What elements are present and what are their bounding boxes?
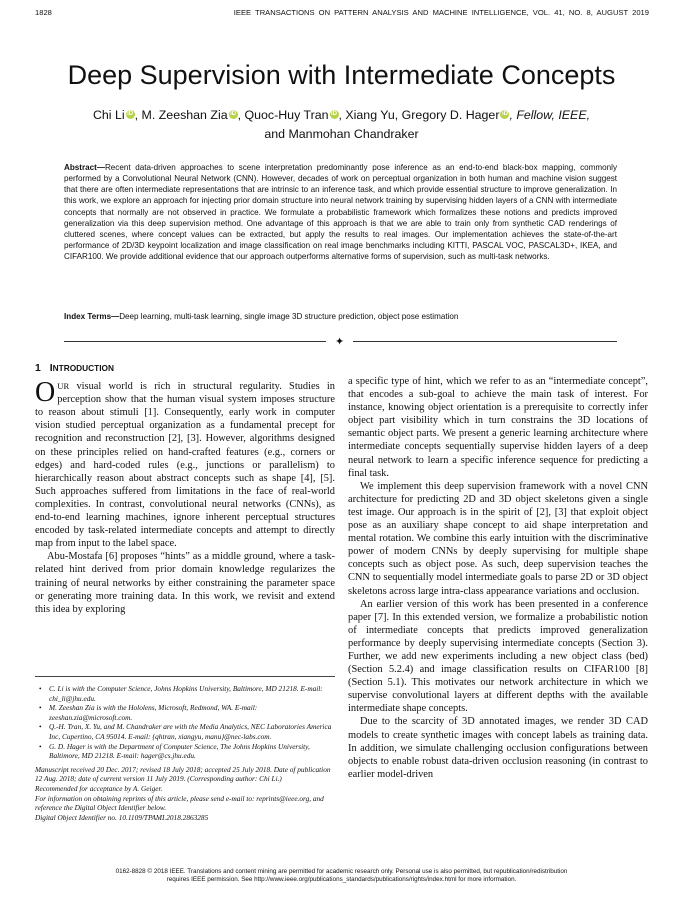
orcid-icon[interactable]: iD <box>230 111 237 117</box>
author-name: , Quoc-Huy Tran <box>237 108 329 122</box>
index-terms <box>64 311 617 322</box>
divider-line <box>353 341 617 342</box>
author-list <box>60 106 623 144</box>
doi: Digital Object Identifier no. 10.1109/TPAMI.2018.2863285 <box>35 812 209 822</box>
index-terms-text: Deep learning, multi-task learning, single image 3D structure prediction, object pose estimation <box>119 312 459 321</box>
affiliation-item: • M. Zeeshan Zia is with the Hololens, Microsoft, Redmond, WA. E-mail: zeeshan.zia@microsoft.com. <box>35 703 335 722</box>
author-name: , M. Zeeshan Zia <box>134 108 228 122</box>
copyright-notice <box>50 868 633 884</box>
reprints-info[interactable]: For information on obtaining reprints of this article, please send e-mail to: reprints@ieee.org, and reference the Digital Object Identifier below. <box>35 793 324 813</box>
section-title-rest: NTRODUCTION <box>52 363 114 373</box>
section-title-initial: I <box>49 363 53 374</box>
diamond-icon: ✦ <box>335 336 345 348</box>
paragraph <box>35 377 335 550</box>
manuscript-dates: Manuscript received 20 Dec. 2017; revised 18 July 2018; accepted 25 July 2018. Date of publication 12 Aug. 2018; date of current version 11 July 2019. (Corresponding author: Chi Li.) <box>35 764 331 784</box>
copyright-line[interactable]: requires IEEE permission. See http://www.ieee.org/publications_standards/publications/rights/index.html for more information. <box>166 876 517 884</box>
footnotes <box>35 684 335 822</box>
affiliation-item: • Q.-H. Tran, X. Yu, and M. Chandraker are with the Media Analytics, NEC Laboratories America Inc, Cupertino, CA 95014. E-mail: {qhtran, xiangyu, manu}@nec-labs.com. <box>35 722 335 741</box>
footnote-rule <box>35 676 335 677</box>
affiliation-list <box>35 684 335 761</box>
author-title: , Fellow, IEEE, <box>509 108 591 122</box>
affiliation-item: • G. D. Hager is with the Department of Computer Science, The Johns Hopkins University, Baltimore, MD 21218. E-mail: hager@cs.jhu.edu. <box>35 742 335 761</box>
paragraph: Due to the scarcity of 3D annotated images, we render 3D CAD models to create synthetic images with concept labels as training data. In addition, we simulate challenging occlusion configurations between objects to enable robust data-driven occlusion reasoning (in contrast to earlier model-driven <box>348 716 648 780</box>
author-name: , Xiang Yu, Gregory D. Hager <box>338 108 500 122</box>
paragraph: a specific type of hint, which we refer to as an “intermediate concept”, that encodes a sub-goal to achieve the main task of interest. For instance, knowing object orientation is a prerequisite to correctly infer object part visibility which in turn constrains the 3D locations of semantic object parts. We present a generic learning architecture where intermediate concepts sequentially supervise hidden layers of a deep neural network to learn a specific inference sequence for predicting a final task. <box>348 376 648 479</box>
paper-title: Deep Supervision with Intermediate Concepts <box>67 60 616 90</box>
abstract-label: Abstract— <box>64 163 105 172</box>
small-caps-lead: UR <box>57 381 70 392</box>
orcid-icon[interactable]: iD <box>501 111 508 117</box>
page-number: 1828 <box>35 8 52 17</box>
copyright-line: 0162-8828 © 2018 IEEE. Translations and content mining are permitted for academic research only. Personal use is also permitted, but republication/redistribution <box>115 868 568 875</box>
abstract <box>64 162 617 262</box>
affiliation-item: • C. Li is with the Computer Science, Johns Hopkins University, Baltimore, MD 21218. E-mail: chi_li@jhu.edu. <box>35 684 335 703</box>
author-name: and Manmohan Chandraker <box>264 127 419 141</box>
drop-cap: O <box>35 377 56 409</box>
abstract-text: Recent data-driven approaches to scene interpretation predominantly pose inference as an end-to-end black-box mapping, commonly performed by a Convolutional Neural Network (CNN). However, decades of work on perceptual organization in both human and machine vision suggest that there are often intermediate representations that are intrinsic to an inference task, and which provide essential structure to improve generalization. In this work, we explore an approach for injecting prior domain structure into neural network training by supervising hidden layers of a CNN with intermediate concepts that normally are not observed in practice. We formulate a probabilistic framework which formalizes these notions and predicts improved generalization via this deep supervision method. One advantage of this approach is that we are able to train only from synthetic CAD renderings of cluttered scenes, where concept values can be extracted, but apply the results to real images. Our implementation achieves the state-of-the-art performance of 2D/3D keypoint localization and image classification on real image benchmarks including KITTI, PASCAL VOC, PASCAL3D+, IKEA, and CIFAR100. We provide additional evidence that our approach outperforms alternative forms of supervision, such as multi-task networks. <box>64 163 617 262</box>
recommended-by: Recommended for acceptance by A. Geiger. <box>35 783 163 793</box>
orcid-icon[interactable]: iD <box>127 111 134 117</box>
orcid-icon[interactable]: iD <box>331 111 338 117</box>
left-column <box>35 362 335 616</box>
index-terms-label: Index Terms— <box>64 312 120 321</box>
running-header <box>35 8 649 22</box>
paragraph-text: visual world is rich in structural regularity. Studies in perception show that the human visual system imposes structure to reason about stimuli [1]. Consequently, early work in computer vision studied perceptual organization as a fundamental precept for recognition and reconstruction [2], [3]. However, algorithms designed on these principles relied on hand-crafted features (e.g., corners or edges) and hard-coded rules (e.g., junctions or parallelism) to hierarchically reason about abstract concepts such as shape [4], [5]. Such approaches suffered from limitations in the face of real-world complexities. In contrast, convolutional neural networks (CNNs), as end-to-end learning machines, ignore inherent perceptual structures encoded by task-related intermediate concepts and attempt to directly map from input to the label space. <box>35 381 335 550</box>
paragraph: Abu-Mostafa [6] proposes “hints” as a middle ground, where a task-related hint derived from prior domain knowledge regularizes the training of neural networks by either constraining the parameter space or generating more training data. In this work, we revisit and extend this idea by exploring <box>35 551 335 615</box>
paragraph: We implement this deep supervision framework with a novel CNN architecture for predicting 2D and 3D object skeletons given a single test image. Our approach is in the spirit of [2], [3] that exploit object pose as an auxiliary shape concept to aid shape interpretation and mental rotation. We combine this early intuition with the discriminative power of modern CNNs by deeply supervising for multiple shape concepts such as object pose. As such, deep supervision teaches the CNN to sequentially model intermediate goals to parse 2D or 3D object skeletons across large intra-class appearance variations and occlusion. <box>348 480 648 597</box>
author-name: Chi Li <box>92 108 125 122</box>
section-number: 1 <box>35 363 41 374</box>
divider-line <box>64 341 326 342</box>
journal-name: IEEE TRANSACTIONS ON PATTERN ANALYSIS AND MACHINE INTELLIGENCE, VOL. 41, NO. 8, AUGUST 2019 <box>233 8 649 17</box>
right-column <box>348 375 648 781</box>
section-divider <box>64 336 617 346</box>
section-heading <box>35 362 335 375</box>
paragraph: An earlier version of this work has been presented in a conference paper [7]. In this extended version, we formalize a probabilistic notion of intermediate concepts that predicts improved generalization performance by deeply supervising intermediate concepts (Section 3). Further, we add new experiments including a new object class (bed) (Section 5.2.4) and image classification results on CIFAR100 [8] (Section 5.1). This motivates our network architecture in which we supervise convolutional layers at different depths with the available intermediate shape concepts. <box>348 598 648 715</box>
